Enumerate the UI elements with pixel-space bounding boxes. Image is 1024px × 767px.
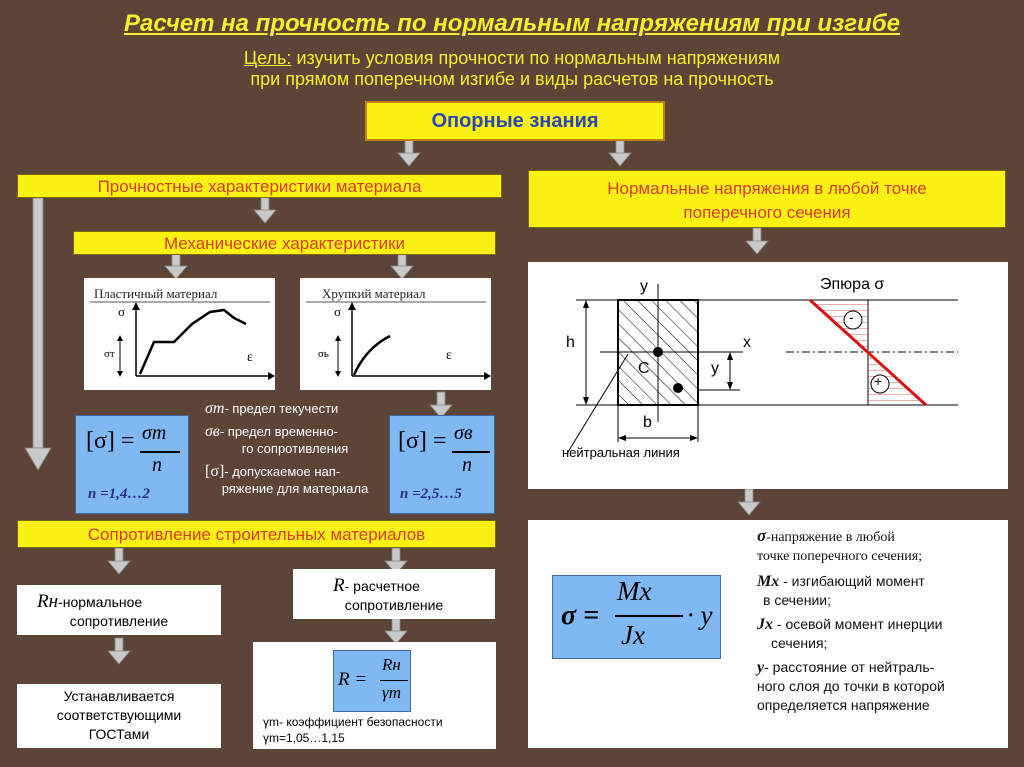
arrow-down [738,489,760,515]
fraction-bar [615,615,683,617]
main-formula-panel [528,520,1008,748]
plastic-title: Пластичный материал [94,286,218,301]
goal-label: Цель: [243,48,292,68]
main-formula: σ = Mx Jx · y [552,575,721,659]
arrow-down [391,253,413,279]
arrow-down [108,638,130,664]
mech-chars-box: Механические характеристики [73,231,496,255]
normal-stress-box: Нормальные напряжения в любой точке поперечного сечения [528,170,1006,228]
resistance-box: Сопротивление строительных материалов [17,520,496,548]
arrow-down [385,618,407,644]
arrow-down [609,140,631,166]
fraction-bar [140,451,180,453]
plastic-graph-box: Пластичный материал σ σт ε [84,278,275,390]
legend: σт- предел текучести σв- предел временно- го сопротивления [σ]- допускаемое нап- ряжение для материала [205,400,369,496]
arrow-down [165,253,187,279]
fraction-bar [380,680,408,681]
r-formula-box: R = Rн γm γm- коэффициент безопасности γm=1,05…1,15 [253,642,496,749]
arrow-down [398,140,420,166]
brittle-graph [300,278,491,390]
r-formula: R = Rн γm [333,650,411,712]
strength-chars-box: Прочностные характеристики материала [17,174,502,198]
page-title: Расчет на прочность по нормальным напряжениям при изгибе [124,10,900,37]
basis-box: Опорные знания [365,101,665,141]
rn-box: Rн-нормальное сопротивление [17,585,221,635]
goal-text: Цель: изучить условия прочности по нормальным напряжениям при прямом поперечном изгибе и виды расчетов на прочность [243,48,781,89]
arrow-down [108,548,130,574]
section-diagram-box: y x h C y b нейтральная линия Эпюра σ - + [528,262,1008,489]
gost-box: Устанавливается соответствующими ГОСТами [17,684,221,748]
brittle-title: Хрупкий материал [322,286,426,301]
arrow-down [254,197,276,223]
brittle-graph-box: Хрупкий материал σ σь ε [300,278,491,390]
arrow-down [746,228,768,254]
plastic-graph [84,278,275,390]
formula-yield: [σ] = σт n n =1,4…2 [75,415,189,514]
formula-ultimate: [σ] = σв n n =2,5…5 [389,415,495,514]
r-calc-box: R- расчетное сопротивление [293,569,495,619]
fraction-bar [452,451,490,453]
definitions: σ-напряжение в любой точке поперечного сечения; Mx - изгибающий момент в сечении; Jx - осевой момент инерции сечения; y- расстояние от нейтраль- ного слоя до точки в которой определяется напряжение [757,526,945,713]
